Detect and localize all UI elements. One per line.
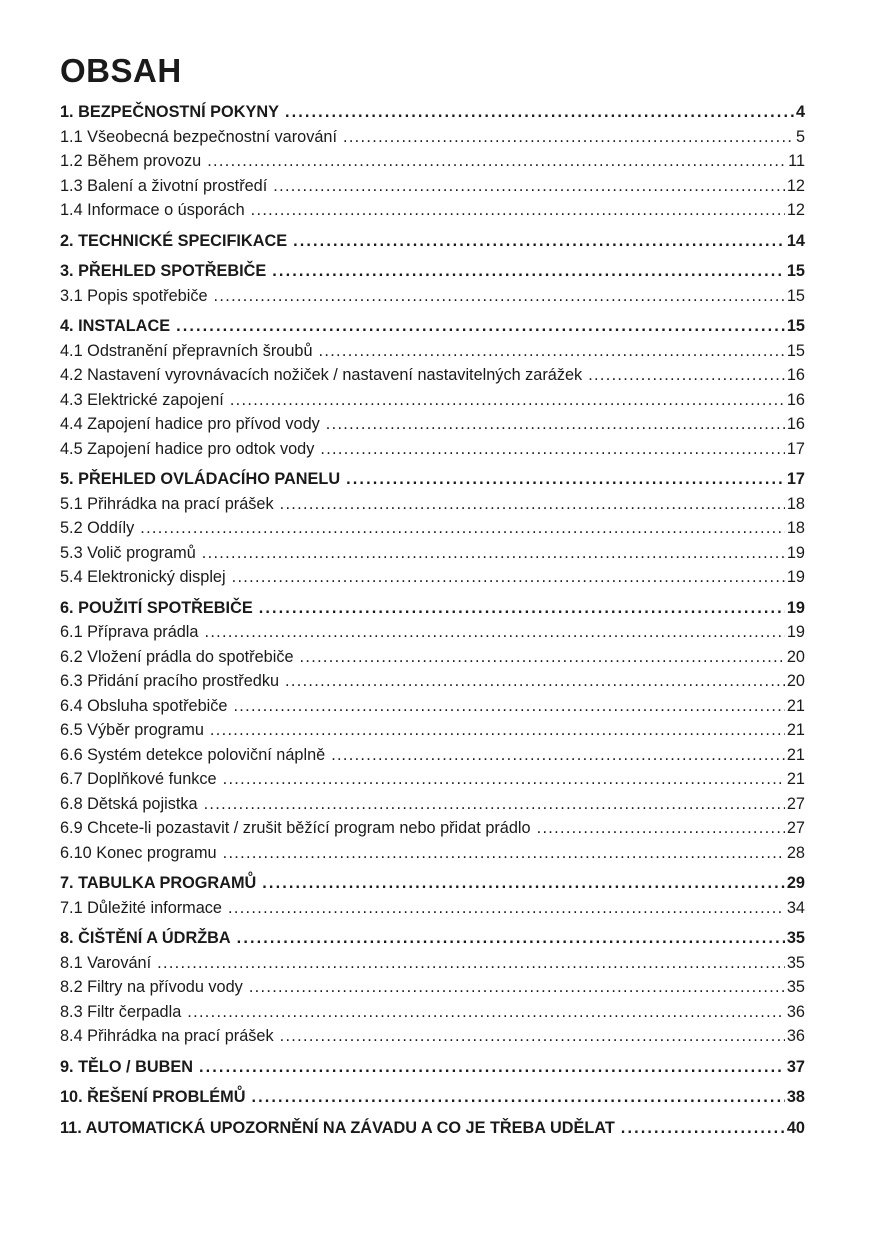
toc-subsection-entry[interactable] — [60, 125, 805, 150]
toc-page-number: 15 — [786, 317, 805, 335]
toc-dot-leader — [187, 1000, 785, 1025]
toc-entry-label: 6.5 Výběr programu — [60, 721, 204, 739]
toc-subsection-entry[interactable] — [60, 792, 805, 817]
toc-page-number: 19 — [786, 598, 805, 617]
toc-entry-label: 8.1 Varování — [60, 953, 152, 972]
toc-entry-label: 1. BEZPEČNOSTNÍ POKYNY — [60, 103, 279, 121]
toc-dot-leader — [320, 437, 785, 462]
toc-dot-leader — [343, 125, 794, 150]
toc-page-number: 16 — [786, 366, 805, 384]
toc-subsection-entry[interactable] — [60, 363, 805, 388]
toc-entry-label: 6.7 Doplňkové funkce — [60, 770, 217, 788]
toc-subsection-entry[interactable] — [60, 1000, 805, 1025]
toc-page-number: 15 — [786, 262, 805, 280]
toc-section-entry[interactable] — [60, 229, 805, 254]
toc-section-entry[interactable] — [60, 1116, 805, 1141]
toc-subsection-entry[interactable] — [60, 437, 805, 462]
toc-dot-leader — [280, 1024, 785, 1049]
toc-page-number: 34 — [786, 898, 805, 917]
toc-dot-leader — [223, 841, 785, 866]
toc-dot-leader — [251, 1085, 784, 1110]
toc-section-entry[interactable] — [60, 1055, 805, 1080]
toc-subsection-entry[interactable] — [60, 174, 805, 199]
toc-dot-leader — [204, 792, 785, 817]
toc-entry-label: 1.2 Během provozu — [60, 152, 202, 170]
toc-dot-leader — [223, 767, 785, 792]
toc-entry-label: 5.2 Oddíly — [60, 519, 135, 537]
toc-page-number: 20 — [786, 647, 805, 666]
toc-page-number: 35 — [786, 953, 805, 972]
toc-dot-leader — [214, 284, 785, 309]
toc-entry-label: 7.1 Důležité informace — [60, 898, 222, 917]
toc-entry-label: 8.2 Filtry na přívodu vody — [60, 978, 243, 996]
toc-subsection-entry[interactable] — [60, 743, 805, 768]
toc-subsection-entry[interactable] — [60, 718, 805, 743]
toc-entry-label: 6.4 Obsluha spotřebiče — [60, 696, 228, 715]
toc-dot-leader — [233, 694, 784, 719]
toc-page-number: 12 — [786, 176, 805, 195]
toc-page-number: 17 — [786, 439, 805, 458]
toc-dot-leader — [202, 541, 785, 566]
toc-entry-label: 4.1 Odstranění přepravních šroubů — [60, 341, 313, 360]
toc-dot-leader — [259, 596, 785, 621]
toc-page-number: 29 — [786, 874, 805, 892]
toc-entry-label: 4. INSTALACE — [60, 317, 171, 335]
toc-dot-leader — [346, 467, 785, 492]
toc-dot-leader — [207, 149, 786, 174]
toc-entry-label: 3.1 Popis spotřebiče — [60, 286, 208, 305]
toc-entry-label: 6.9 Chcete-li pozastavit / zrušit běžící program nebo přidat prádlo — [60, 819, 531, 837]
toc-entry-label: 6.6 Systém detekce poloviční náplně — [60, 745, 326, 764]
toc-section-entry[interactable] — [60, 1085, 805, 1110]
toc-section-entry[interactable] — [60, 926, 805, 951]
toc-entry-label: 4.3 Elektrické zapojení — [60, 390, 224, 409]
toc-dot-leader — [232, 565, 785, 590]
toc-entry-label: 8.3 Filtr čerpadla — [60, 1002, 182, 1021]
toc-dot-leader — [621, 1116, 785, 1141]
toc-page-number: 14 — [786, 231, 805, 250]
toc-subsection-entry[interactable] — [60, 841, 805, 866]
toc-dot-leader — [210, 718, 785, 743]
toc-page-number: 21 — [786, 745, 805, 764]
toc-subsection-entry[interactable] — [60, 1024, 805, 1049]
toc-entry-label: 6.2 Vložení prádla do spotřebiče — [60, 647, 294, 666]
toc-entry-label: 8. ČIŠTĚNÍ A ÚDRŽBA — [60, 929, 231, 947]
toc-dot-leader — [300, 645, 785, 670]
toc-subsection-entry[interactable] — [60, 565, 805, 590]
toc-dot-leader — [157, 951, 785, 976]
toc-page-number: 16 — [786, 390, 805, 409]
toc-subsection-entry[interactable] — [60, 767, 805, 792]
toc-entry-label: 6.1 Příprava prádla — [60, 623, 199, 641]
toc-page-number: 18 — [786, 494, 805, 513]
toc-entry-label: 10. ŘEŠENÍ PROBLÉMŮ — [60, 1088, 246, 1106]
toc-entry-label: 4.2 Nastavení vyrovnávacích nožiček / nastavení nastavitelných zarážek — [60, 366, 583, 384]
toc-entry-label: 2. TECHNICKÉ SPECIFIKACE — [60, 231, 288, 250]
toc-dot-leader — [537, 816, 785, 841]
toc-entry-label: 5.4 Elektronický displej — [60, 568, 226, 586]
toc-dot-leader — [237, 926, 785, 951]
toc-subsection-entry[interactable] — [60, 412, 805, 437]
toc-subsection-entry[interactable] — [60, 669, 805, 694]
toc-page-number: 16 — [786, 415, 805, 433]
toc-subsection-entry[interactable] — [60, 816, 805, 841]
toc-page-number: 35 — [786, 978, 805, 996]
toc-entry-label: 5. PŘEHLED OVLÁDACÍHO PANELU — [60, 470, 341, 488]
toc-subsection-entry[interactable] — [60, 694, 805, 719]
toc-entry-label: 6.10 Konec programu — [60, 843, 217, 862]
toc-page-number: 21 — [786, 696, 805, 715]
toc-page-number: 40 — [786, 1118, 805, 1137]
toc-page-number: 20 — [786, 672, 805, 690]
toc-entry-label: 3. PŘEHLED SPOTŘEBIČE — [60, 262, 267, 280]
toc-subsection-entry[interactable] — [60, 492, 805, 517]
toc-subsection-entry[interactable] — [60, 339, 805, 364]
toc-entry-label: 11. AUTOMATICKÁ UPOZORNĚNÍ NA ZÁVADU A CO JE TŘEBA UDĚLAT — [60, 1118, 615, 1137]
toc-entry-label: 5.3 Volič programů — [60, 543, 196, 562]
toc-dot-leader — [262, 871, 785, 896]
toc-dot-leader — [319, 339, 785, 364]
toc-entry-label: 1.1 Všeobecná bezpečnostní varování — [60, 127, 337, 146]
toc-entry-label: 5.1 Přihrádka na prací prášek — [60, 494, 274, 513]
toc-entry-label: 6. POUŽITÍ SPOTŘEBIČE — [60, 598, 253, 617]
toc-section-entry[interactable] — [60, 314, 805, 339]
toc-page-number: 11 — [788, 152, 805, 170]
toc-dot-leader — [249, 975, 785, 1000]
toc-dot-leader — [228, 896, 785, 921]
toc-dot-leader — [331, 743, 785, 768]
toc-page-number: 21 — [786, 721, 805, 739]
toc-subsection-entry[interactable] — [60, 388, 805, 413]
toc-dot-leader — [588, 363, 785, 388]
toc-section-entry[interactable] — [60, 259, 805, 284]
toc-dot-leader — [204, 620, 784, 645]
toc-page-number: 36 — [786, 1027, 805, 1045]
toc-page-number: 37 — [786, 1057, 805, 1076]
toc-page-number: 12 — [786, 201, 805, 219]
toc-entry-label: 6.3 Přidání pracího prostředku — [60, 672, 280, 690]
toc-page-number: 15 — [786, 341, 805, 360]
toc-page-number: 28 — [786, 843, 805, 862]
toc-subsection-entry[interactable] — [60, 896, 805, 921]
toc-dot-leader — [272, 259, 785, 284]
toc-page-number: 5 — [795, 127, 805, 146]
toc-subsection-entry[interactable] — [60, 198, 805, 223]
toc-entry-label: 6.8 Dětská pojistka — [60, 794, 198, 813]
toc-dot-leader — [251, 198, 785, 223]
toc-dot-leader — [326, 412, 785, 437]
toc-section-entry[interactable] — [60, 871, 805, 896]
toc-page-number: 19 — [786, 623, 805, 641]
toc-page-number: 18 — [786, 519, 805, 537]
toc-section-entry[interactable] — [60, 467, 805, 492]
toc-page-number: 17 — [786, 470, 805, 488]
toc-dot-leader — [293, 229, 785, 254]
toc-subsection-entry[interactable] — [60, 620, 805, 645]
toc-dot-leader — [280, 492, 785, 517]
toc-page-number: 21 — [786, 770, 805, 788]
toc-subsection-entry[interactable] — [60, 951, 805, 976]
toc-section-entry[interactable] — [60, 596, 805, 621]
toc-entry-label: 4.5 Zapojení hadice pro odtok vody — [60, 439, 315, 458]
toc-entry-label: 9. TĚLO / BUBEN — [60, 1057, 193, 1076]
toc-dot-leader — [230, 388, 785, 413]
toc-entry-label: 1.4 Informace o úsporách — [60, 201, 245, 219]
toc-dot-leader — [285, 100, 794, 125]
toc-subsection-entry[interactable] — [60, 284, 805, 309]
toc-section-entry[interactable] — [60, 100, 805, 125]
toc-page-number: 35 — [786, 929, 805, 947]
toc-page-number: 19 — [786, 568, 805, 586]
toc-page-number: 4 — [795, 103, 805, 121]
toc-subsection-entry[interactable] — [60, 541, 805, 566]
toc-entry-label: 4.4 Zapojení hadice pro přívod vody — [60, 415, 320, 433]
toc-subsection-entry[interactable] — [60, 149, 805, 174]
toc-subsection-entry[interactable] — [60, 516, 805, 541]
toc-page-number: 38 — [786, 1088, 805, 1106]
toc-page-number: 15 — [786, 286, 805, 305]
toc-dot-leader — [176, 314, 785, 339]
toc-dot-leader — [285, 669, 785, 694]
toc-subsection-entry[interactable] — [60, 645, 805, 670]
toc-subsection-entry[interactable] — [60, 975, 805, 1000]
toc-entry-label: 7. TABULKA PROGRAMŮ — [60, 874, 257, 892]
toc-page-number: 36 — [786, 1002, 805, 1021]
toc-entry-label: 1.3 Balení a životní prostředí — [60, 176, 268, 195]
toc-entry-label: 8.4 Přihrádka na prací prášek — [60, 1027, 274, 1045]
toc-page-number: 27 — [786, 819, 805, 837]
table-of-contents — [60, 100, 805, 1140]
toc-dot-leader — [199, 1055, 785, 1080]
toc-dot-leader — [273, 174, 785, 199]
toc-page-number: 27 — [786, 794, 805, 813]
toc-dot-leader — [140, 516, 785, 541]
toc-page — [60, 48, 805, 1140]
page-title: OBSAH — [60, 52, 182, 89]
toc-page-number: 19 — [786, 543, 805, 562]
